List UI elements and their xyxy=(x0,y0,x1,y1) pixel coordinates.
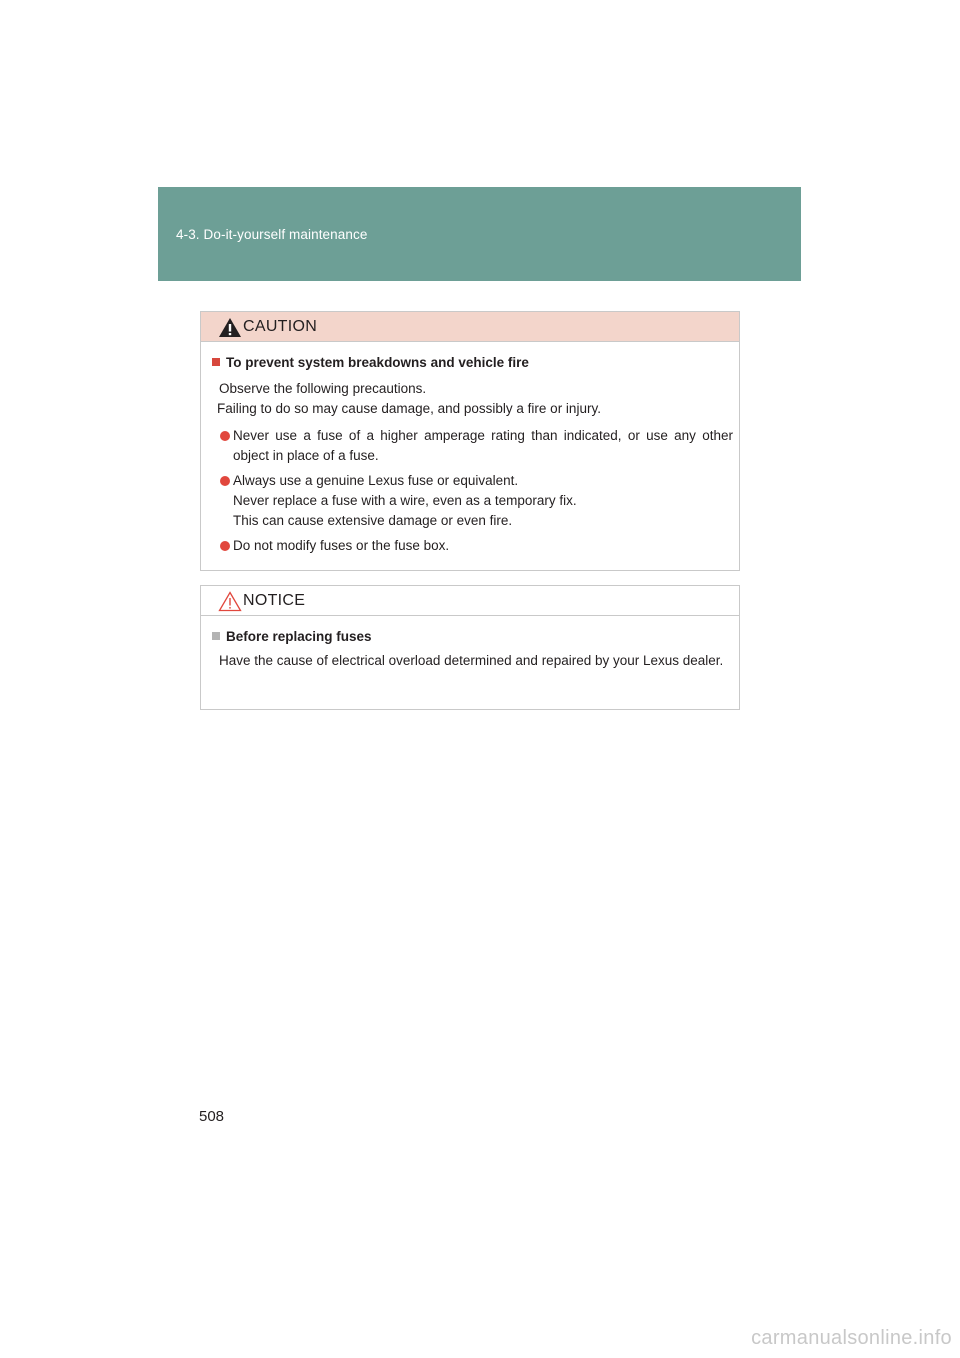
caution-bullet xyxy=(219,536,733,556)
notice-heading xyxy=(212,628,733,646)
notice-box xyxy=(200,585,740,710)
notice-label: NOTICE xyxy=(243,592,306,609)
bullet-line: This can cause extensive damage or even fire. xyxy=(233,513,513,528)
bullet-dot-icon xyxy=(220,541,230,551)
section-header-band xyxy=(158,187,801,281)
notice-text: Have the cause of electrical overload determined and repaired by your Lexus dealer. xyxy=(219,653,724,668)
red-square-icon xyxy=(212,358,220,366)
bullet-line: Never use a fuse of a higher amperage rating than indicated, or use any other object in place of a fuse. xyxy=(233,428,733,463)
bullet-line: Never replace a fuse with a wire, even as a temporary fix. xyxy=(233,493,577,508)
caution-body xyxy=(201,354,739,556)
bullet-line: Always use a genuine Lexus fuse or equivalent. xyxy=(233,473,519,488)
gray-square-icon xyxy=(212,632,220,640)
caution-bullet xyxy=(219,471,733,531)
bullet-line: Do not modify fuses or the fuse box. xyxy=(233,538,450,553)
caution-label: CAUTION xyxy=(243,318,318,335)
notice-body xyxy=(201,628,739,671)
caution-intro-line: Observe the following precautions. xyxy=(219,381,427,396)
notice-heading-text: Before replacing fuses xyxy=(226,629,372,644)
caution-heading xyxy=(212,354,733,372)
warning-outline-icon xyxy=(218,591,242,612)
page-number: 508 xyxy=(199,1108,225,1125)
section-title: 4-3. Do-it-yourself maintenance xyxy=(176,227,368,242)
watermark: carmanualsonline.info xyxy=(751,1327,952,1349)
caution-intro xyxy=(219,379,733,419)
caution-header xyxy=(201,312,739,342)
caution-box xyxy=(200,311,740,571)
caution-intro-line: Failing to do so may cause damage, and possibly a fire or injury. xyxy=(217,401,601,416)
caution-bullet xyxy=(219,426,733,466)
bullet-dot-icon xyxy=(220,476,230,486)
caution-heading-text: To prevent system breakdowns and vehicle fire xyxy=(226,355,529,370)
warning-triangle-icon xyxy=(218,317,242,338)
notice-header xyxy=(201,586,739,616)
bullet-dot-icon xyxy=(220,431,230,441)
